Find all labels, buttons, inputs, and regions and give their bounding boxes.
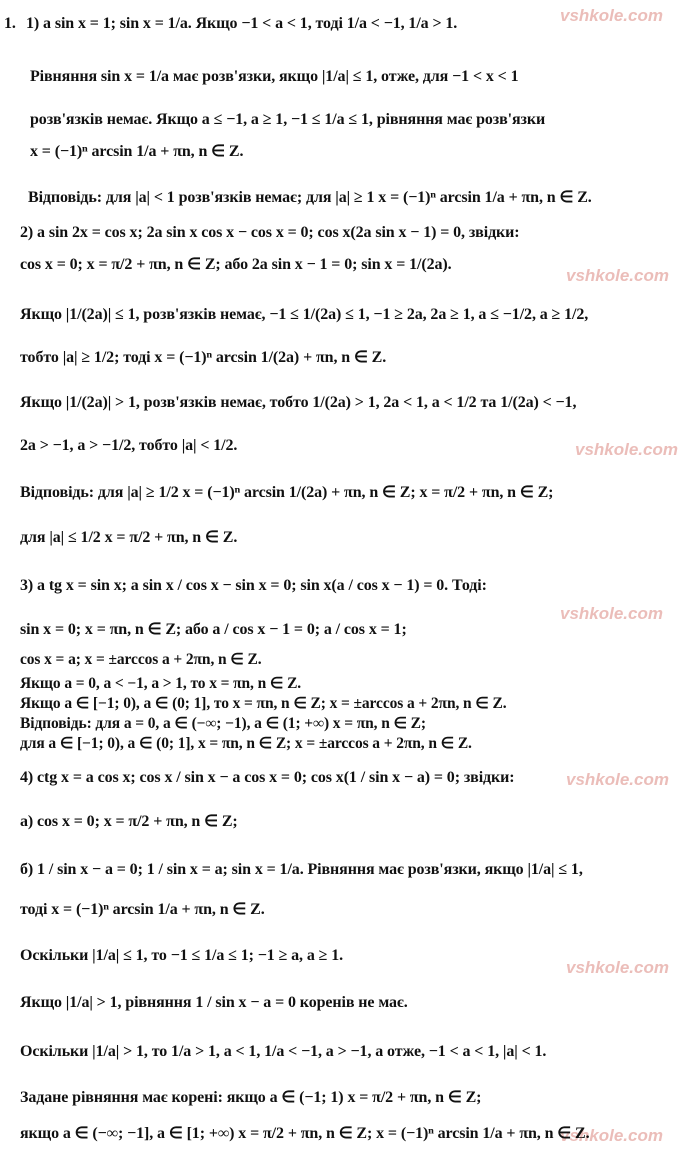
text-line: Якщо |1/(2a)| > 1, розв'язків немає, тобто 1/(2a) > 1, 2a < 1, a < 1/2 та 1/(2a) < −1, <box>20 394 577 411</box>
answer-line: Відповідь: для |a| ≥ 1/2 x = (−1)ⁿ arcsin 1/(2a) + πn, n ∈ Z; x = π/2 + πn, n ∈ Z; <box>20 484 554 501</box>
text-line: Якщо a = 0, a < −1, a > 1, то x = πn, n ∈ Z. <box>20 675 302 692</box>
text-line: якщо a ∈ (−∞; −1], a ∈ [1; +∞) x = π/2 + πn, n ∈ Z; x = (−1)ⁿ arcsin 1/a + πn, n ∈ Z. <box>20 1125 590 1142</box>
watermark: vshkole.com <box>566 958 669 977</box>
text-line: 3) a tg x = sin x; a sin x / cos x − sin x = 0; sin x(a / cos x − 1) = 0. Тоді: <box>20 577 487 594</box>
answer-line: для |a| ≤ 1/2 x = π/2 + πn, n ∈ Z. <box>20 529 238 546</box>
problem-number: 1. <box>4 15 16 32</box>
text-line: тоді x = (−1)ⁿ arcsin 1/a + πn, n ∈ Z. <box>20 901 265 918</box>
text-line: Задане рівняння має корені: якщо a ∈ (−1; 1) x = π/2 + πn, n ∈ Z; <box>20 1089 482 1106</box>
text-line: 2) a sin 2x = cos x; 2a sin x cos x − cos x = 0; cos x(2a sin x − 1) = 0, звідки: <box>20 224 520 241</box>
text-line: Рівняння sin x = 1/a має розв'язки, якщо |1/a| ≤ 1, отже, для −1 < x < 1 <box>30 68 519 85</box>
text-line: тобто |a| ≥ 1/2; тоді x = (−1)ⁿ arcsin 1/(2a) + πn, n ∈ Z. <box>20 349 387 366</box>
answer-line: Відповідь: для |a| < 1 розв'язків немає; для |a| ≥ 1 x = (−1)ⁿ arcsin 1/a + πn, n ∈ Z. <box>28 189 592 206</box>
text-line: 2a > −1, a > −1/2, тобто |a| < 1/2. <box>20 437 238 454</box>
text-line: б) 1 / sin x − a = 0; 1 / sin x = a; sin x = 1/a. Рівняння має розв'язки, якщо |1/a| ≤ 1, <box>20 861 583 878</box>
text-line: x = (−1)ⁿ arcsin 1/a + πn, n ∈ Z. <box>30 143 244 160</box>
watermark: vshkole.com <box>560 604 663 623</box>
watermark: vshkole.com <box>560 6 663 25</box>
text-line: 4) ctg x = a cos x; cos x / sin x − a cos x = 0; cos x(1 / sin x − a) = 0; звідки: <box>20 769 515 786</box>
answer-line: для a ∈ [−1; 0), a ∈ (0; 1], x = πn, n ∈ Z; x = ±arccos a + 2πn, n ∈ Z. <box>20 735 472 752</box>
watermark: vshkole.com <box>566 770 669 789</box>
watermark: vshkole.com <box>560 1126 663 1145</box>
text-line: Оскільки |1/a| > 1, то 1/a > 1, a < 1, 1/a < −1, a > −1, а отже, −1 < a < 1, |a| < 1. <box>20 1043 547 1060</box>
text-line: sin x = 0; x = πn, n ∈ Z; або a / cos x − 1 = 0; a / cos x = 1; <box>20 621 407 638</box>
text-line: Якщо |1/a| > 1, рівняння 1 / sin x − a = 0 коренів не має. <box>20 994 408 1011</box>
text-line: Оскільки |1/a| ≤ 1, то −1 ≤ 1/a ≤ 1; −1 ≥ a, a ≥ 1. <box>20 947 344 964</box>
text-line: cos x = 0; x = π/2 + πn, n ∈ Z; або 2a sin x − 1 = 0; sin x = 1/(2a). <box>20 256 452 273</box>
watermark: vshkole.com <box>575 440 678 459</box>
text-line: Якщо |1/(2a)| ≤ 1, розв'язків немає, −1 ≤ 1/(2a) ≤ 1, −1 ≥ 2a, 2a ≥ 1, a ≤ −1/2, a ≥ 1/2, <box>20 306 589 323</box>
watermark: vshkole.com <box>566 266 669 285</box>
text-line: розв'язків немає. Якщо a ≤ −1, a ≥ 1, −1 ≤ 1/a ≤ 1, рівняння має розв'язки <box>30 111 546 128</box>
text-line: Якщо a ∈ [−1; 0), a ∈ (0; 1], то x = πn, n ∈ Z; x = ±arccos a + 2πn, n ∈ Z. <box>20 695 507 712</box>
text-line: cos x = a; x = ±arccos a + 2πn, n ∈ Z. <box>20 651 262 668</box>
text-line: а) cos x = 0; x = π/2 + πn, n ∈ Z; <box>20 813 238 830</box>
answer-line: Відповідь: для a = 0, a ∈ (−∞; −1), a ∈ (1; +∞) x = πn, n ∈ Z; <box>20 715 426 732</box>
text-line: 1) a sin x = 1; sin x = 1/a. Якщо −1 < a < 1, тоді 1/a < −1, 1/a > 1. <box>26 15 458 32</box>
